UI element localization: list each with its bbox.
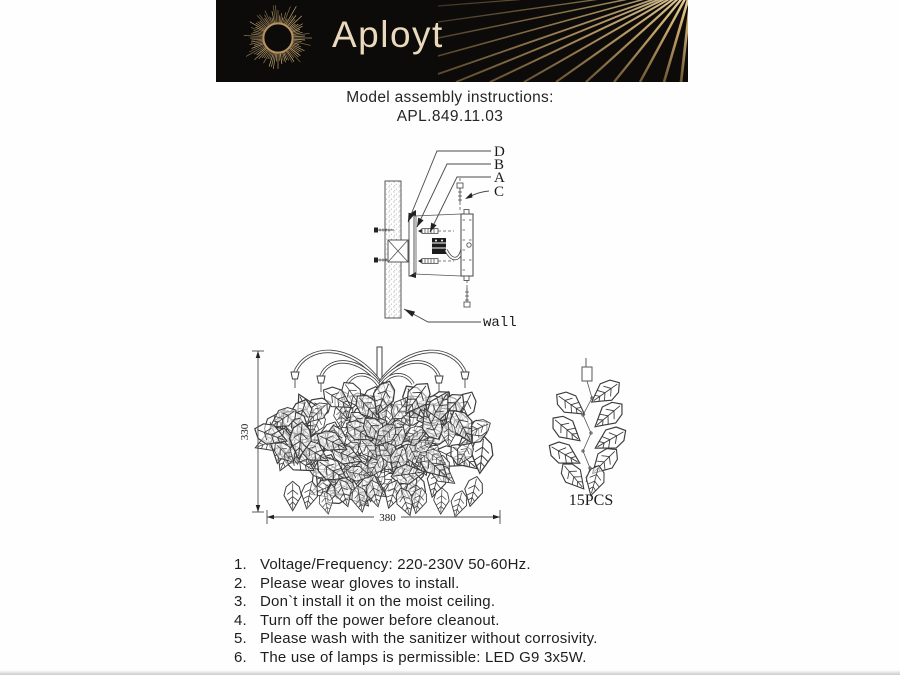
- parts-count-label: 15PCS: [568, 492, 614, 509]
- item-text: The use of lamps is permissible: LED G9 3x5W.: [260, 648, 587, 666]
- wall-callout: [404, 309, 517, 331]
- junction-box: [388, 240, 408, 262]
- item-number: 6.: [234, 648, 247, 666]
- brand-name: Aployt: [332, 14, 444, 55]
- callout-label-b: B: [494, 157, 505, 173]
- instruction-item: [234, 612, 754, 631]
- strand-connector: [582, 367, 592, 381]
- instruction-item: [234, 649, 754, 668]
- body-outline: [414, 274, 461, 276]
- item-text: Turn off the power before cleanout.: [260, 611, 500, 629]
- strand-leaves: [544, 374, 631, 497]
- bottom-screw: [464, 280, 470, 307]
- starburst-icon: [242, 1, 316, 79]
- page-title: Model assembly instructions:: [346, 89, 554, 106]
- wall-mount-diagram: [368, 136, 543, 336]
- instruction-item: [234, 630, 754, 649]
- item-number: 4.: [234, 611, 247, 629]
- terminal-block: [432, 238, 446, 254]
- instruction-list: [234, 556, 754, 668]
- callout-label-a: A: [494, 170, 505, 186]
- callout-label-d: D: [494, 144, 505, 160]
- wall-label: wall: [483, 315, 517, 331]
- item-text: Please wear gloves to install.: [260, 574, 460, 592]
- mounting-screw: [418, 229, 454, 234]
- mounting-bracket: [409, 210, 416, 278]
- canopy-plate: [461, 210, 473, 281]
- item-number: 5.: [234, 630, 247, 648]
- item-text: Voltage/Frequency: 220-230V 50-60Hz.: [260, 556, 531, 573]
- model-number: APL.849.11.03: [396, 108, 504, 125]
- brand-banner: [216, 0, 688, 82]
- width-dimension: [267, 510, 500, 524]
- item-text: Don`t install it on the moist ceiling.: [260, 593, 496, 611]
- body-outline: [414, 214, 461, 216]
- instruction-item: [234, 575, 754, 594]
- item-number: 3.: [234, 593, 247, 611]
- leaf-cluster: [251, 377, 495, 519]
- instruction-item: [234, 593, 754, 612]
- item-text: Please wash with the sanitizer without corrosivity.: [260, 630, 598, 648]
- item-number: 1.: [234, 556, 247, 573]
- mounting-screw: [418, 259, 454, 264]
- leaf-strand-drawing: [543, 352, 663, 514]
- fixture-dimension-drawing: [233, 338, 528, 550]
- width-dim-label: 380: [379, 512, 396, 524]
- callout-label-c: C: [494, 184, 505, 200]
- rays-decoration-icon: [438, 0, 688, 82]
- part-callouts: [408, 144, 505, 232]
- item-number: 2.: [234, 574, 247, 592]
- top-screw: [457, 178, 463, 212]
- height-dim-label: 330: [239, 423, 251, 441]
- scan-edge-shadow: [0, 670, 900, 675]
- instruction-item: [234, 556, 754, 575]
